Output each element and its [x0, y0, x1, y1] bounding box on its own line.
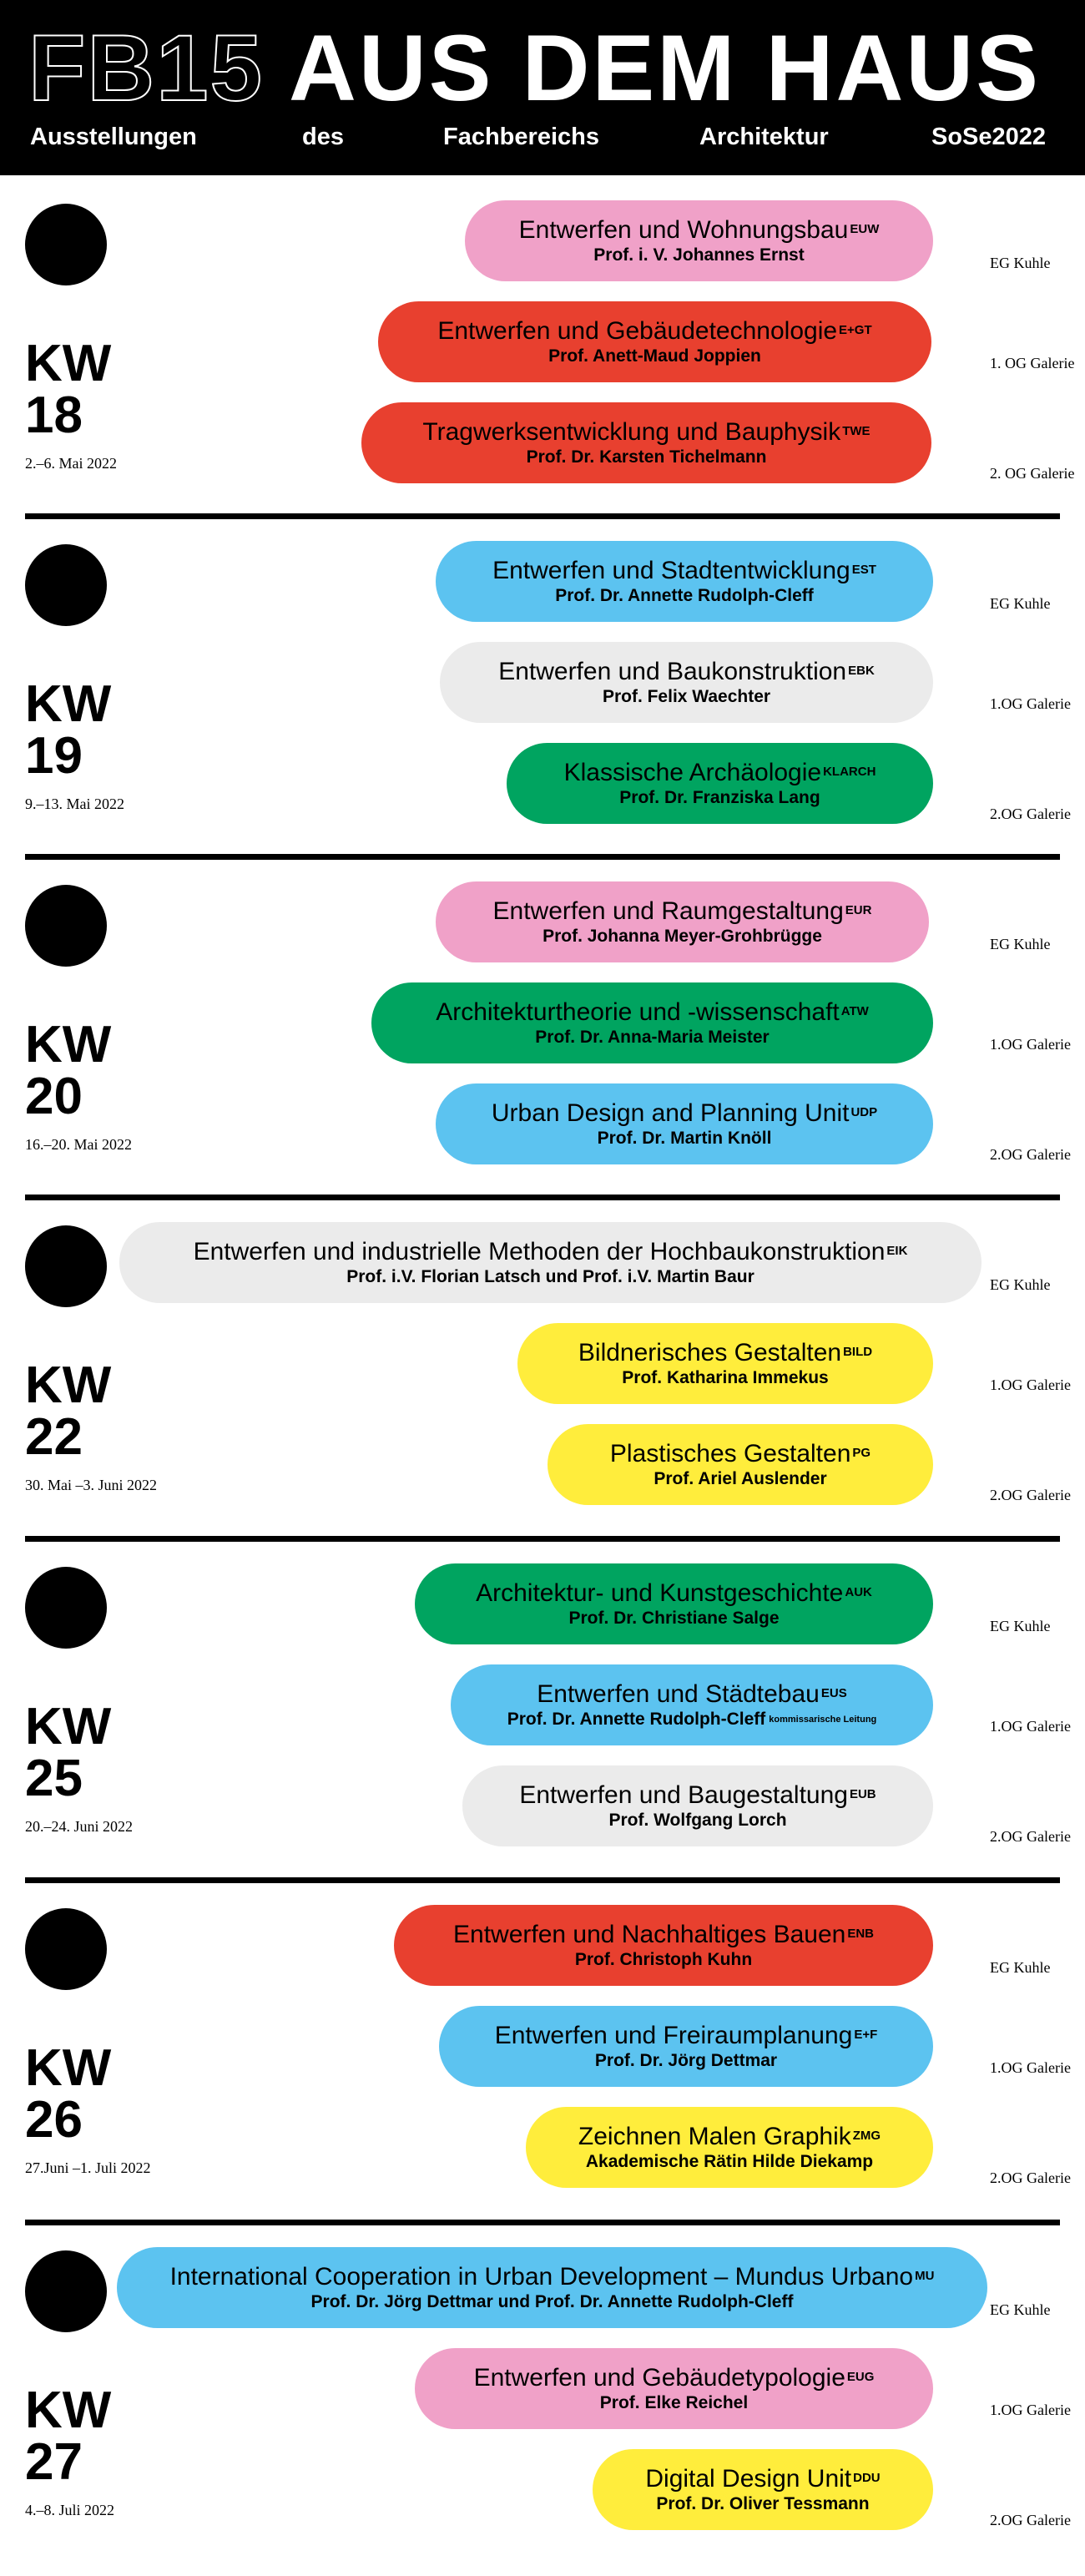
- course-name: Klassische Archäologie: [563, 759, 822, 786]
- exhibition-location: 2.OG Galerie: [990, 1146, 1071, 1163]
- course-name: Entwerfen und Wohnungsbau: [518, 216, 849, 244]
- professor-text: Prof. Katharina Immekus: [622, 1368, 829, 1387]
- course-code: E+F: [854, 2028, 878, 2042]
- course-code: MU: [915, 2269, 935, 2283]
- week-number: 26: [25, 2091, 83, 2149]
- header: [0, 0, 1085, 175]
- professor-text: Prof. Dr. Oliver Tessmann: [656, 2494, 870, 2513]
- professor-name: [593, 245, 804, 265]
- course-code: UDP: [850, 1105, 878, 1119]
- week-prefix: KW: [25, 1698, 112, 1755]
- week-divider: [25, 2220, 1060, 2225]
- course-pill: [465, 200, 933, 281]
- course-title: [564, 759, 876, 787]
- week-date: 4.–8. Juli 2022: [25, 2502, 115, 2518]
- exhibition-location: 1.OG Galerie: [990, 2402, 1071, 2418]
- week-number: 27: [25, 2433, 83, 2491]
- course-pill: [462, 1765, 933, 1846]
- course-title: [453, 1921, 874, 1949]
- course-pill: [436, 881, 929, 962]
- course-code: AUK: [845, 1585, 872, 1599]
- course-name: Urban Design and Planning Unit: [491, 1099, 850, 1127]
- course-title: [578, 1339, 872, 1367]
- professor-name: [654, 1469, 826, 1489]
- course-name: Architekturtheorie und -wissenschaft: [436, 998, 840, 1026]
- exhibition-location: 2.OG Galerie: [990, 2169, 1071, 2186]
- exhibition-location: EG Kuhle: [990, 1959, 1051, 1976]
- professor-name: [595, 2051, 777, 2071]
- course-code: ATW: [840, 1004, 869, 1018]
- week-label: [25, 675, 112, 785]
- professor-name: [548, 346, 761, 366]
- course-title: [610, 1440, 871, 1468]
- course-code: ENB: [847, 1927, 874, 1941]
- course-name: Zeichnen Malen Graphik: [578, 2123, 851, 2150]
- course-pill: [507, 743, 933, 824]
- professor-text: Prof. Dr. Karsten Tichelmann: [526, 447, 767, 467]
- week-date: 2.–6. Mai 2022: [25, 455, 117, 472]
- course-name: Plastisches Gestalten: [609, 1440, 851, 1467]
- professor-text: Prof. i. V. Johannes Ernst: [593, 245, 805, 265]
- course-title: [422, 418, 870, 447]
- course-title: [578, 2123, 881, 2151]
- exhibition-location: EG Kuhle: [990, 1618, 1051, 1634]
- professor-name: [568, 1609, 779, 1629]
- course-code: KLARCH: [823, 765, 876, 779]
- week-prefix: KW: [25, 1356, 112, 1414]
- course-name: Entwerfen und Freiraumplanung: [494, 2022, 853, 2049]
- exhibition-location: 1.OG Galerie: [990, 2059, 1071, 2076]
- subtitle-word: Ausstellungen: [30, 124, 197, 150]
- week-dot: [25, 544, 107, 626]
- week-number: 25: [25, 1750, 83, 1807]
- week-prefix: KW: [25, 1016, 112, 1073]
- course-title: [645, 2465, 880, 2493]
- professor-name: [527, 447, 767, 467]
- course-name: Entwerfen und Stadtentwicklung: [492, 557, 850, 584]
- professor-note: kommissarische Leitung: [769, 1715, 877, 1725]
- professor-text: Prof. Dr. Jörg Dettmar und Prof. Dr. Annette Rudolph-Cleff: [310, 2292, 794, 2311]
- professor-text: Prof. Johanna Meyer-Grohbrügge: [542, 927, 822, 946]
- week-date: 9.–13. Mai 2022: [25, 796, 124, 812]
- course-code: DDU: [853, 2471, 881, 2485]
- exhibition-location: EG Kuhle: [990, 2301, 1051, 2318]
- subtitle-word: Architektur: [699, 124, 829, 150]
- course-name: Entwerfen und Gebäudetechnologie: [437, 317, 838, 345]
- exhibition-location: 2.OG Galerie: [990, 1487, 1071, 1503]
- course-pill: [440, 642, 933, 723]
- course-code: EST: [851, 563, 876, 577]
- professor-name: [346, 1267, 754, 1287]
- exhibition-location: 1.OG Galerie: [990, 1036, 1071, 1053]
- professor-name: [575, 1950, 752, 1970]
- course-code: BILD: [843, 1345, 873, 1359]
- week-dot: [25, 2250, 107, 2332]
- course-name: Entwerfen und Städtebau: [537, 1680, 820, 1708]
- course-pill: [526, 2107, 933, 2188]
- exhibition-location: 2.OG Galerie: [990, 806, 1071, 822]
- week-prefix: KW: [25, 2382, 112, 2439]
- professor-name: [603, 687, 770, 707]
- course-code: EUB: [849, 1787, 876, 1801]
- week-number: 18: [25, 386, 83, 444]
- professor-name: [542, 927, 822, 947]
- week-number: 20: [25, 1068, 83, 1125]
- week-prefix: KW: [25, 675, 112, 733]
- course-pill: [117, 2247, 987, 2328]
- course-name: Entwerfen und industrielle Methoden der Hochbaukonstruktion: [193, 1238, 886, 1265]
- course-code: E+GT: [839, 323, 872, 337]
- course-code: EUS: [820, 1686, 847, 1700]
- exhibition-location: EG Kuhle: [990, 1276, 1051, 1293]
- week-divider: [25, 1536, 1060, 1542]
- course-title: [493, 897, 872, 926]
- exhibition-location: 2.OG Galerie: [990, 2512, 1071, 2528]
- subtitle-word: des: [302, 124, 344, 150]
- course-title: [495, 2022, 878, 2050]
- course-name: Entwerfen und Baugestaltung: [519, 1781, 848, 1809]
- professor-name: [555, 586, 814, 606]
- week-divider: [25, 1195, 1060, 1200]
- week-dot: [25, 204, 107, 285]
- week-label: [25, 335, 112, 444]
- course-name: International Cooperation in Urban Development – Mundus Urbano: [169, 2263, 914, 2291]
- subtitle-word: Fachbereichs: [443, 124, 599, 150]
- course-name: Digital Design Unit: [645, 2465, 852, 2493]
- fb15-logo: FB15: [28, 16, 264, 120]
- course-pill: [119, 1222, 982, 1303]
- course-pill: [415, 1563, 933, 1644]
- course-pill: [361, 402, 931, 483]
- week-prefix: KW: [25, 2039, 112, 2097]
- course-title: [437, 317, 871, 346]
- professor-name: [535, 1028, 769, 1048]
- course-pill: [593, 2449, 933, 2530]
- exhibition-location: 1.OG Galerie: [990, 1718, 1071, 1735]
- week-prefix: KW: [25, 335, 112, 392]
- professor-text: Prof. Felix Waechter: [602, 687, 771, 706]
- course-title: [498, 658, 875, 686]
- course-pill: [439, 2006, 933, 2087]
- week-date: 20.–24. Juni 2022: [25, 1818, 134, 1835]
- course-pill: [378, 301, 931, 382]
- professor-name: [598, 1129, 772, 1149]
- course-code: ZMG: [852, 2129, 881, 2143]
- exhibition-location: EG Kuhle: [990, 595, 1051, 612]
- course-title: [476, 1579, 872, 1608]
- exhibition-location: 2.OG Galerie: [990, 1828, 1071, 1845]
- course-name: Entwerfen und Gebäudetypologie: [473, 2364, 845, 2392]
- exhibition-location: 1. OG Galerie: [990, 355, 1075, 371]
- course-title: [519, 216, 880, 245]
- week-date: 30. Mai –3. Juni 2022: [25, 1477, 158, 1493]
- week-label: [25, 2039, 112, 2149]
- professor-text: Prof. Ariel Auslender: [654, 1469, 827, 1488]
- course-title: [492, 1099, 877, 1128]
- course-name: Tragwerksentwicklung und Bauphysik: [422, 418, 841, 446]
- course-pill: [517, 1323, 933, 1404]
- course-pill: [451, 1664, 933, 1745]
- course-code: EUW: [850, 222, 880, 236]
- week-date: 16.–20. Mai 2022: [25, 1136, 132, 1153]
- course-pill: [548, 1424, 933, 1505]
- course-title: [474, 2364, 875, 2392]
- course-title: [436, 998, 869, 1027]
- exhibition-location: EG Kuhle: [990, 255, 1051, 271]
- course-code: PG: [852, 1446, 871, 1460]
- professor-text: Prof. i.V. Florian Latsch und Prof. i.V. Martin Baur: [346, 1267, 754, 1286]
- week-divider: [25, 1877, 1060, 1883]
- professor-text: Prof. Elke Reichel: [599, 2393, 749, 2412]
- professor-text: Prof. Dr. Franziska Lang: [619, 788, 820, 807]
- week-divider: [25, 513, 1060, 519]
- professor-name: [619, 788, 820, 808]
- week-label: [25, 1356, 112, 1466]
- course-title: [194, 1238, 908, 1266]
- course-code: TWE: [842, 424, 871, 438]
- week-number: 19: [25, 727, 83, 785]
- course-pill: [436, 1083, 933, 1164]
- week-dot: [25, 1225, 107, 1307]
- course-code: EIK: [886, 1244, 908, 1258]
- professor-name: [586, 2152, 873, 2172]
- course-title: [170, 2263, 935, 2291]
- exhibition-location: EG Kuhle: [990, 936, 1051, 952]
- professor-text: Prof. Dr. Jörg Dettmar: [594, 2051, 778, 2070]
- course-title: [537, 1680, 846, 1709]
- professor-text: Akademische Rätin Hilde Diekamp: [585, 2152, 874, 2171]
- course-name: Entwerfen und Raumgestaltung: [492, 897, 844, 925]
- course-pill: [371, 982, 933, 1063]
- exhibition-location: 1.OG Galerie: [990, 1376, 1071, 1393]
- professor-name: [656, 2494, 869, 2514]
- course-name: Entwerfen und Baukonstruktion: [498, 658, 847, 685]
- exhibition-location: 1.OG Galerie: [990, 695, 1071, 712]
- course-name: Bildnerisches Gestalten: [578, 1339, 842, 1366]
- week-label: [25, 1698, 112, 1807]
- professor-text: Prof. Dr. Martin Knöll: [597, 1129, 772, 1148]
- professor-name: [622, 1368, 828, 1388]
- professor-text: Prof. Dr. Christiane Salge: [568, 1609, 780, 1628]
- course-name: Architektur- und Kunstgeschichte: [476, 1579, 844, 1607]
- week-label: [25, 2382, 112, 2491]
- course-code: EUR: [845, 903, 872, 917]
- page-title: AUS DEM HAUS: [289, 16, 1041, 120]
- professor-text: Prof. Wolfgang Lorch: [608, 1811, 787, 1830]
- professor-text: Prof. Anett-Maud Joppien: [548, 346, 761, 366]
- exhibition-location: 2. OG Galerie: [990, 465, 1075, 482]
- week-dot: [25, 885, 107, 967]
- week-label: [25, 1016, 112, 1125]
- week-divider: [25, 854, 1060, 860]
- professor-text: Prof. Christoph Kuhn: [574, 1950, 753, 1969]
- course-code: EBK: [848, 664, 875, 678]
- course-name: Entwerfen und Nachhaltiges Bauen: [453, 1921, 846, 1948]
- professor-text: Prof. Dr. Annette Rudolph-Cleff: [555, 586, 814, 605]
- week-dot: [25, 1567, 107, 1649]
- course-title: [519, 1781, 876, 1810]
- professor-text: Prof. Dr. Anna-Maria Meister: [535, 1028, 770, 1047]
- professor-name: [311, 2292, 794, 2312]
- course-pill: [415, 2348, 933, 2429]
- course-title: [492, 557, 876, 585]
- professor-text: Prof. Dr. Annette Rudolph-Cleff: [507, 1710, 766, 1729]
- course-pill: [436, 541, 933, 622]
- course-code: EUG: [846, 2370, 875, 2384]
- week-number: 22: [25, 1408, 83, 1466]
- week-date: 27.Juni –1. Juli 2022: [25, 2159, 151, 2176]
- week-dot: [25, 1908, 107, 1990]
- professor-name: [600, 2393, 748, 2413]
- subtitle-word: SoSe2022: [931, 124, 1047, 150]
- course-pill: [394, 1905, 933, 1986]
- professor-name: [608, 1811, 786, 1831]
- professor-name: [507, 1710, 877, 1730]
